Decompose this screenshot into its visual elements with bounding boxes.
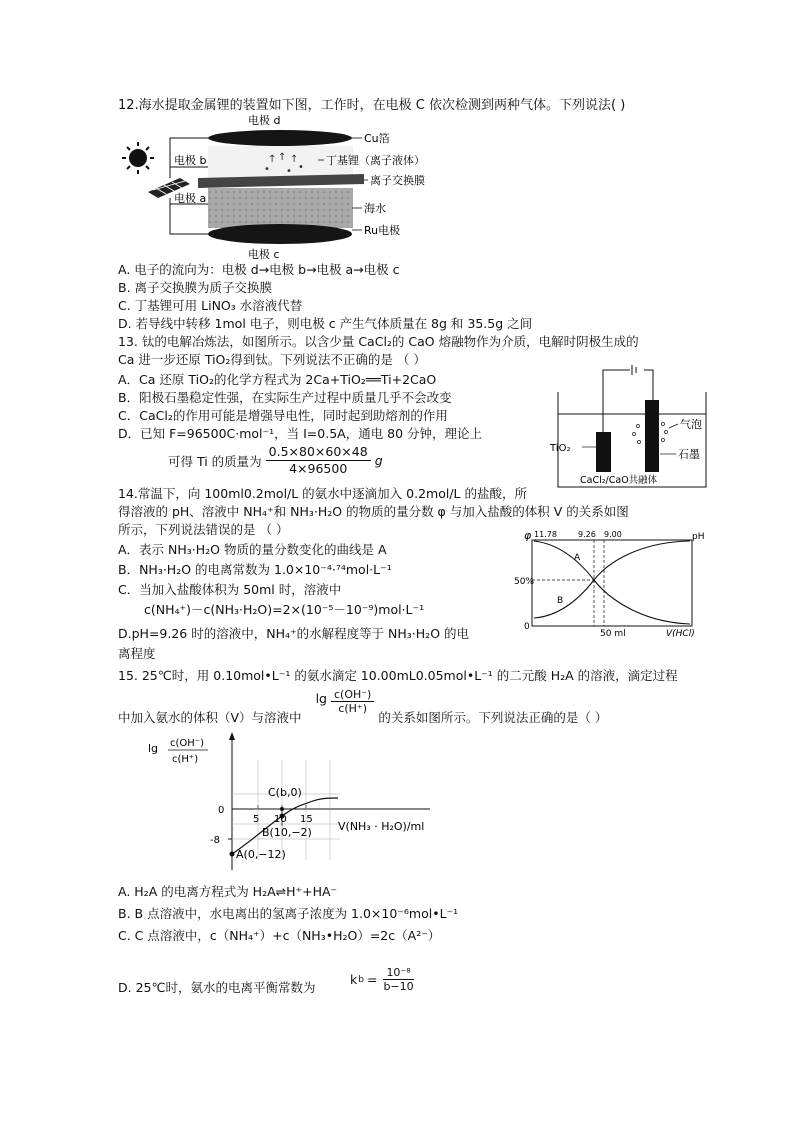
svg-text:↑: ↑ [278,152,287,163]
q14-stem-3: 所示，下列说法错误的是 （ ） [118,522,289,537]
label-cu-foil: Cu箔 [364,132,390,145]
q14-x-axis-label: V(HCl) [666,629,695,639]
label-graphite: 石墨 [678,448,700,461]
q15-kb-den: b−10 [383,980,414,993]
svg-text:↑: ↑ [290,154,299,165]
q13-stem-1: 13. 钛的电解冶炼法，如图所示。以含少量 CaCl₂的 CaO 熔融物作为介质，电解时阴极生成的 [118,334,639,349]
svg-text:•: • [298,162,304,173]
q15-stem-1: 15. 25℃时，用 0.10mol•L⁻¹ 的氨水滴定 10.00mL0.05mol•L⁻¹ 的二元酸 H₂A 的溶液，滴定过程 [118,668,678,683]
q14-curve-b [534,541,690,618]
q14-tick-926: 9.26 [578,530,596,539]
q14-option-a: A．表示 NH₃·H₂O 物质的量分数变化的曲线是 A [118,542,387,557]
q15-x-axis-label: V(NH₃ · H₂O)/ml [338,820,425,833]
q12-option-b: B. 离子交换膜为质子交换膜 [118,280,273,295]
q15-kb-fraction [380,966,416,993]
q13-frac-unit: g [374,453,383,468]
q15-stem-lg: lg [315,690,327,706]
label-electrode-d: 电极 d [248,114,281,127]
q13-frac-den: 4×96500 [289,461,348,476]
q15-y-num: c(OH⁻) [170,738,204,749]
q13-option-d: D．已知 F=96500C·mol⁻¹，当 I=0.5A，通电 80 分钟，理论上 [118,426,483,441]
label-electrode-b: 电极 b [174,154,207,167]
q13-figure [548,362,716,490]
q15-y-tick-0: 0 [218,805,225,816]
q15-stem-2-post: 的关系如图所示。下列说法正确的是（ ） [378,710,608,725]
q15-option-d [118,952,458,1000]
q15-label-c: C(b,0) [268,786,302,799]
q14-option-b: B．NH₃·H₂O 的电离常数为 1.0×10⁻⁴·⁷⁴mol·L⁻¹ [118,562,392,577]
q12-option-a: A. 电子的流向为：电极 d→电极 b→电极 a→电极 c [118,262,400,277]
q13-frac-num: 0.5×80×60×48 [266,444,371,461]
label-electrode-c: 电极 c [248,248,280,261]
q14-curve-b-label: B [557,596,564,606]
q15-label-a: A(0,−12) [236,848,286,861]
q14-option-c: C．当加入盐酸体积为 50ml 时，溶液中 [118,582,342,597]
q15-option-a: A. H₂A 的电离方程式为 H₂A⇌H⁺+HA⁻ [118,884,338,899]
q14-x-mark: 50 ml [600,629,626,639]
label-electrode-a: 电极 a [174,192,207,205]
q15-frac-num: c(OH⁻) [331,688,374,702]
electrode-c-disk [208,224,352,244]
q13-option-a: A．Ca 还原 TiO₂的化学方程式为 2Ca+TiO₂══Ti+2CaO [118,372,437,387]
q14-tick-900: 9.00 [604,530,622,539]
q13-option-c: C．CaCl₂的作用可能是增强导电性，同时起到助熔剂的作用 [118,408,448,423]
q15-kb-k: k [350,972,358,987]
svg-text:•: • [286,166,292,177]
q14-stem-2: 得溶液的 pH、溶液中 NH₄⁺和 NH₃·H₂O 的物质的量分数 φ 与加入盐酸的体积 V 的关系如图 [118,504,629,519]
q15-y-tick-8: -8 [210,835,220,846]
q15-option-d-label: D. 25℃时，氨水的电离平衡常数为 [118,980,316,995]
label-membrane: 离子交换膜 [370,174,425,187]
q14-tick-1178: 11.78 [534,530,557,539]
q13-fraction [266,444,371,477]
q14-curve-a-label: A [574,553,581,563]
label-butyl-lithium: 丁基锂（离子液体） [326,154,425,167]
q12-option-d: D. 若导线中转移 1mol 电子，则电极 c 产生气体质量在 8g 和 35.5g 之间 [118,316,533,331]
q14-option-d: D.pH=9.26 时的溶液中，NH₄⁺的水解程度等于 NH₃·H₂O 的电 [118,626,470,641]
q15-x-tick-5: 5 [253,814,260,825]
q15-stem-fraction [331,688,374,715]
q14-chart [514,528,710,640]
q14-ph-label: pH [692,532,705,542]
label-bubble: 气泡 [680,418,702,431]
q14-stem-1: 14.常温下，向 100ml0.2mol/L 的氨水中逐滴加入 0.2mol/L 的盐酸，所 [118,486,527,501]
q15-stem-2-pre: 中加入氨水的体积（V）与溶液中 [118,710,302,725]
q15-x-tick-10: 10 [274,814,287,825]
q15-option-c: C. C 点溶液中，c（NH₄⁺）+c（NH₃•H₂O）=2c（A²⁻） [118,928,441,943]
label-melt: CaCl₂/CaO共融体 [580,475,658,486]
svg-text:•: • [264,164,270,175]
q15-chart [140,730,470,880]
q14-zero-label: 0 [524,622,530,632]
q14-phi-label: φ [524,529,532,542]
q14-option-c-eq: c(NH₄⁺)－c(NH₃·H₂O)=2×(10⁻⁵－10⁻⁹)mol·L⁻¹ [144,602,425,617]
q13-stem-2: Ca 进一步还原 TiO₂得到钛。下列说法不正确的是 （ ） [118,352,426,367]
q13-d-cont: 可得 Ti 的质量为 [168,453,262,469]
label-seawater: 海水 [364,202,386,215]
q15-option-b: B. B 点溶液中，水电离出的氢离子浓度为 1.0×10⁻⁶mol•L⁻¹ [118,906,459,921]
label-tio2: TiO₂ [550,443,571,454]
q12-stem: 12.海水提取金属锂的装置如下图，工作时，在电极 C 依次检测到两种气体。下列说法( ) [118,98,626,113]
q15-point-a [230,852,235,857]
electrode-d-disk [208,130,352,146]
q15-frac-den: c(H⁺) [338,701,368,715]
q15-x-tick-15: 15 [300,814,313,825]
q15-y-den: c(H⁺) [172,754,199,765]
q13-option-b: B．阳极石墨稳定性强，在实际生产过程中质量几乎不会改变 [118,390,452,405]
q14-plot-frame [532,540,692,626]
q15-kb-sub: b [358,974,364,985]
q15-y-lg: lg [148,742,159,755]
q14-option-d-cont: 离程度 [118,646,156,661]
svg-text:↑: ↑ [268,154,277,165]
q12-option-c: C. 丁基锂可用 LiNO₃ 水溶液代替 [118,298,303,313]
q14-50pct-label: 50% [514,577,535,587]
q15-kb-expr: k b = $\frac{\text{10⁻⁸}}{b-10}$ [350,966,417,993]
tio2-electrode [596,432,611,472]
q15-label-b: B(10,−2) [262,826,312,839]
label-ru-electrode: Ru电极 [364,224,401,237]
graphite-electrode [645,400,659,472]
sun-icon [122,142,154,174]
q15-kb-num: 10⁻⁸ [383,966,413,980]
q12-figure [118,112,458,262]
